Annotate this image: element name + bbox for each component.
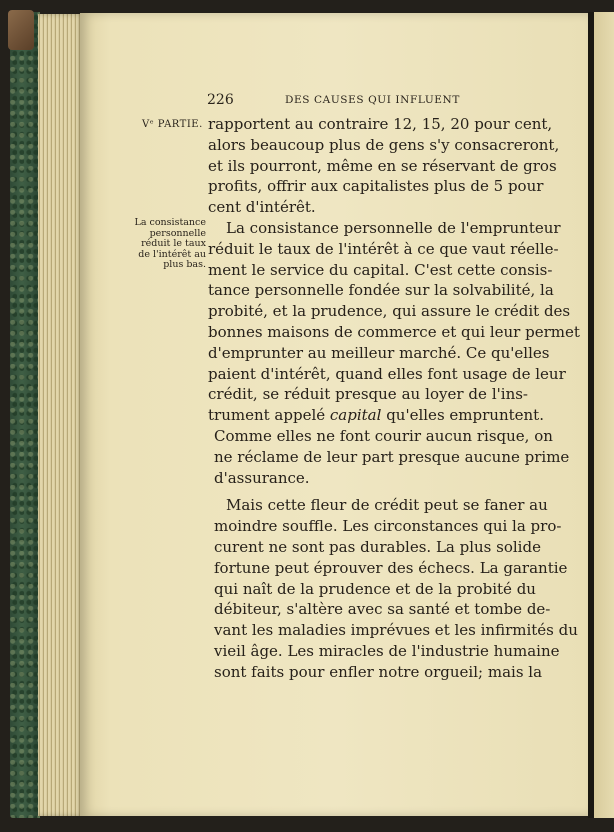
- sidenote-line: réduit le taux: [141, 238, 206, 249]
- text-line: profits, offrir aux capitalistes plus de 5 pour: [208, 177, 544, 196]
- text-line: d'assurance.: [214, 468, 310, 487]
- sidenote-line: plus bas.: [163, 259, 206, 270]
- text-line: vieil âge. Les miracles de l'industrie humaine: [214, 641, 560, 660]
- text-line: bonnes maisons de commerce et qui leur permet: [208, 322, 580, 341]
- text-line: Comme elles ne font courir aucun risque, on: [214, 426, 553, 445]
- text-line: qui naît de la prudence et de la probité du: [214, 579, 536, 598]
- text-line: vant les maladies imprévues et les infirmités du: [214, 621, 578, 640]
- running-head: DES CAUSES QUI INFLUENT: [285, 94, 460, 106]
- sidenote-line: La consistance: [134, 217, 206, 228]
- page-number: 226: [207, 92, 234, 108]
- text-line: d'emprunter au meilleur marché. Ce qu'elles: [208, 343, 550, 362]
- text-line: réduit le taux de l'intérêt à ce que vaut réelle-: [208, 239, 559, 258]
- part-label: Vᵉ PARTIE.: [142, 119, 203, 130]
- text-line: [208, 405, 544, 426]
- text-run: qu'elles empruntent.: [386, 406, 544, 425]
- sidenote-line: de l'intérêt au: [138, 248, 206, 260]
- text-line: paient d'intérêt, quand elles font usage de leur: [208, 364, 566, 383]
- text-line: cent d'intérêt.: [208, 198, 316, 217]
- text-line: ment le service du capital. C'est cette consis-: [208, 260, 553, 279]
- text-line: sont faits pour enfler notre orgueil; mais la: [214, 662, 543, 681]
- text-line: fortune peut éprouver des échecs. La garantie: [214, 558, 568, 577]
- text-line: et ils pourront, même en se réservant de gros: [208, 156, 557, 175]
- text-line: tance personnelle fondée sur la solvabilité, la: [208, 281, 554, 300]
- sidenote-line: personnelle: [149, 227, 206, 239]
- paragraph: [208, 218, 580, 488]
- text-line: curent ne sont pas durables. La plus solide: [214, 537, 541, 556]
- text-line: rapportent au contraire 12, 15, 20 pour cent,: [208, 115, 553, 133]
- text-line: crédit, se réduit presque au loyer de l'ins-: [208, 385, 528, 404]
- page-edges: [38, 14, 84, 816]
- text-line: débiteur, s'altère avec sa santé et tombe de-: [214, 600, 551, 619]
- text-line: alors beaucoup plus de gens s'y consacreront,: [208, 135, 560, 154]
- text-line: Mais cette fleur de crédit peut se faner au: [226, 496, 548, 515]
- margin-sidenote: [118, 218, 206, 271]
- text-run: trument appelé: [208, 406, 326, 425]
- page-header: [207, 92, 531, 110]
- next-page-edge: [594, 12, 614, 818]
- body-text: [208, 114, 580, 683]
- paragraph: [208, 114, 560, 218]
- text-line: La consistance personnelle de l'emprunteur: [226, 218, 561, 237]
- spine-leather-corner: [8, 10, 34, 50]
- text-line: probité, et la prudence, qui assure le crédit des: [208, 302, 571, 321]
- paragraph: [208, 495, 578, 682]
- text-line: ne réclame de leur part presque aucune prime: [214, 447, 570, 466]
- book-cover-marbled: [10, 12, 40, 818]
- italic-term: capital: [329, 406, 382, 425]
- text-line: moindre souffle. Les circonstances qui la pro-: [214, 517, 562, 536]
